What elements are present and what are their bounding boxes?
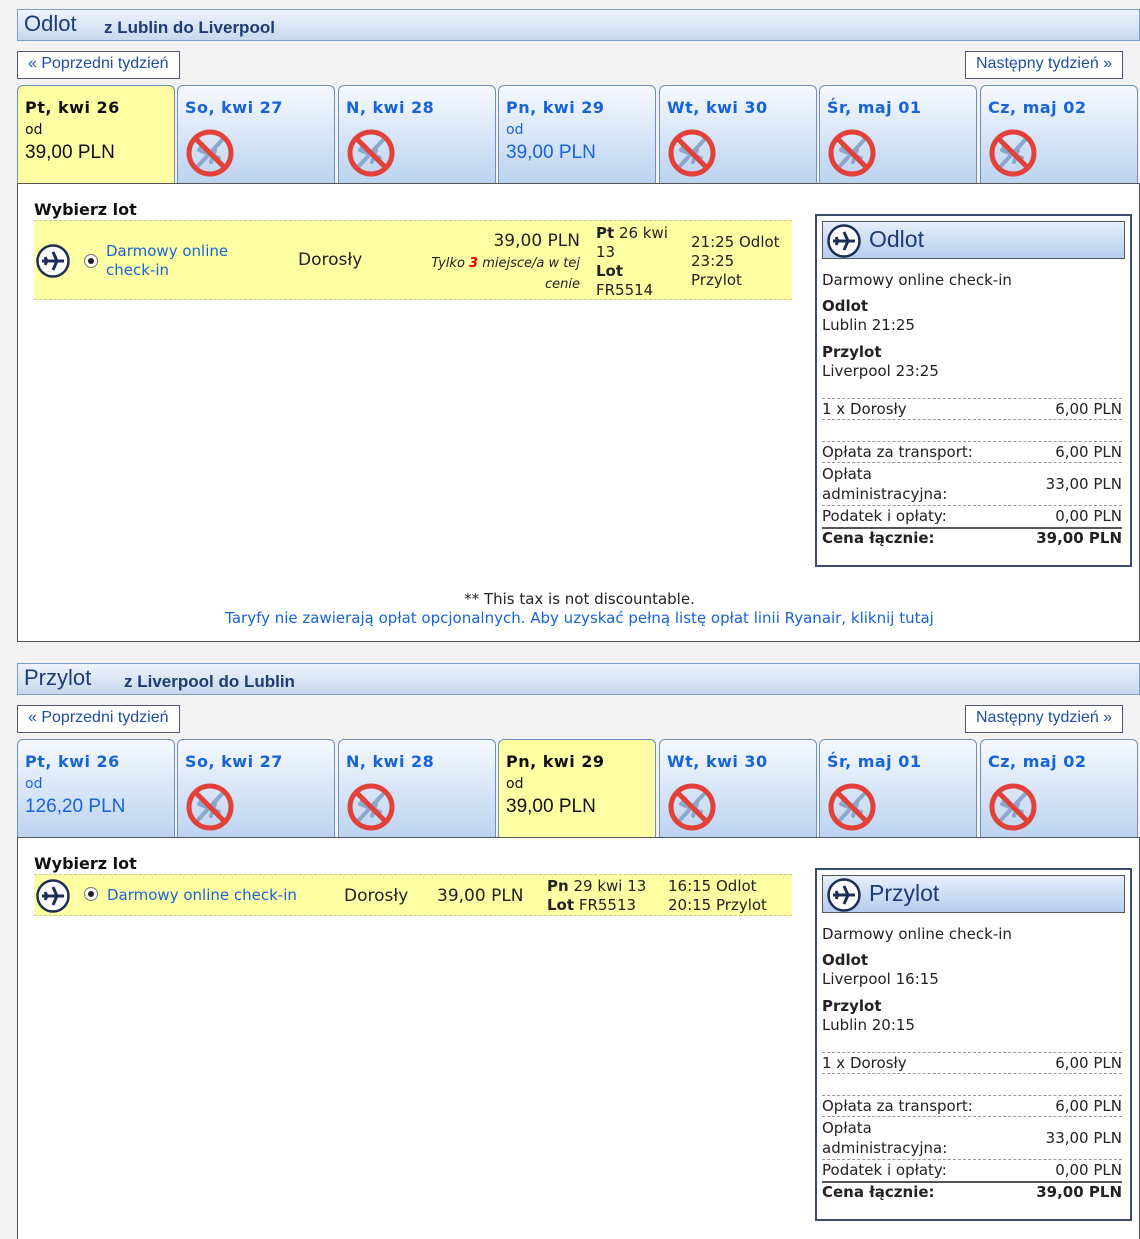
no-flights-icon xyxy=(346,782,396,832)
summary-arr-value: Liverpool 23:25 xyxy=(822,362,939,380)
outbound-seats-left: Tylko 3 miejsce/a w tej cenie xyxy=(431,256,580,292)
inbound-route: z Liverpool do Lublin xyxy=(124,672,295,691)
day-tab-date: N, kwi 28 xyxy=(346,752,435,771)
summary-transport-row: Opłata za transport: 6,00 PLN xyxy=(822,1097,1122,1115)
day-tab-date: Pt, kwi 26 xyxy=(25,98,120,117)
inbound-times: 16:15 Odlot 20:15 Przylot xyxy=(668,877,767,914)
day-tab-from: od xyxy=(25,776,43,792)
summary-total-row: Cena łącznie: 39,00 PLN xyxy=(822,1183,1122,1201)
outbound-price-block xyxy=(396,231,580,295)
inbound-price: 39,00 PLN xyxy=(437,886,524,906)
summary-dep-label: Odlot xyxy=(822,951,869,969)
day-tab-date: Pn, kwi 29 xyxy=(506,752,605,771)
summary-pax-row: 1 x Dorosły 6,00 PLN xyxy=(822,1054,1122,1072)
day-tab xyxy=(819,739,977,837)
day-tab-price: 126,20 PLN xyxy=(25,796,126,817)
day-tab-date: Wt, kwi 30 xyxy=(667,98,768,117)
day-tab-date: Cz, maj 02 xyxy=(988,98,1087,117)
day-tab xyxy=(659,739,817,837)
day-tab xyxy=(177,85,335,183)
summary-total-row: Cena łącznie: 39,00 PLN xyxy=(822,529,1122,547)
day-tab[interactable] xyxy=(498,739,656,837)
plane-icon xyxy=(827,878,861,912)
summary-dep-label: Odlot xyxy=(822,297,869,315)
day-tab-date: Śr, maj 01 xyxy=(827,752,922,771)
day-tab-price: 39,00 PLN xyxy=(25,142,115,163)
outbound-flight-info: Pt 26 kwi 13 Lot FR5514 xyxy=(596,224,668,299)
outbound-flight-row[interactable] xyxy=(34,220,792,300)
outbound-summary-header xyxy=(822,221,1125,259)
day-tab xyxy=(980,739,1138,837)
day-tab xyxy=(177,739,335,837)
outbound-pax: Dorosły xyxy=(298,250,363,270)
day-tab-date: Cz, maj 02 xyxy=(988,752,1087,771)
plane-icon xyxy=(36,244,70,278)
plane-icon xyxy=(827,224,861,258)
summary-tax-row: Podatek i opłaty: 0,00 PLN xyxy=(822,507,1122,529)
inbound-panel xyxy=(17,837,1140,1239)
outbound-choose-label: Wybierz lot xyxy=(34,200,137,219)
summary-tax-row: Podatek i opłaty: 0,00 PLN xyxy=(822,1161,1122,1183)
summary-admin-row: Opłata administracyjna: 33,00 PLN xyxy=(822,1118,1122,1160)
outbound-price: 39,00 PLN xyxy=(493,231,580,251)
inbound-flight-radio[interactable] xyxy=(84,887,98,901)
day-tab[interactable] xyxy=(17,85,175,183)
day-tab xyxy=(659,85,817,183)
outbound-fare-line1: Darmowy online xyxy=(106,242,229,260)
outbound-summary xyxy=(815,214,1132,567)
day-tab[interactable] xyxy=(17,739,175,837)
summary-pax-row: 1 x Dorosły 6,00 PLN xyxy=(822,400,1122,418)
day-tab-from: od xyxy=(506,122,524,138)
no-flights-icon xyxy=(827,128,877,178)
day-tab-date: So, kwi 27 xyxy=(185,98,283,117)
outbound-flight-radio[interactable] xyxy=(84,254,98,268)
day-tab[interactable] xyxy=(498,85,656,183)
outbound-summary-title: Odlot xyxy=(869,226,924,252)
outbound-route: z Lublin do Liverpool xyxy=(104,18,275,37)
no-flights-icon xyxy=(185,128,235,178)
day-tab-date: Pn, kwi 29 xyxy=(506,98,605,117)
fees-link[interactable]: Taryfy nie zawierają opłat opcjonalnych. Aby uzyskać pełną listę opłat linii Ryanair, kliknij tutaj xyxy=(225,609,934,627)
no-flights-icon xyxy=(988,128,1038,178)
day-tab-date: Śr, maj 01 xyxy=(827,98,922,117)
day-tab xyxy=(338,739,496,837)
summary-transport-row: Opłata za transport: 6,00 PLN xyxy=(822,443,1122,461)
outbound-fare-link[interactable] xyxy=(106,242,228,280)
day-tab-price: 39,00 PLN xyxy=(506,796,596,817)
day-tab xyxy=(819,85,977,183)
no-flights-icon xyxy=(667,782,717,832)
inbound-next-week-button[interactable]: Następny tydzień » xyxy=(965,705,1123,733)
no-flights-icon xyxy=(988,782,1038,832)
summary-dep-value: Liverpool 16:15 xyxy=(822,970,939,988)
inbound-title: Przylot xyxy=(24,665,92,690)
outbound-next-week-button[interactable]: Następny tydzień » xyxy=(965,51,1123,79)
inbound-prev-week-button[interactable]: « Poprzedni tydzień xyxy=(17,705,180,733)
outbound-prev-week-button[interactable]: « Poprzedni tydzień xyxy=(17,51,180,79)
no-flights-icon xyxy=(185,782,235,832)
day-tab-date: Pt, kwi 26 xyxy=(25,752,120,771)
summary-arr-label: Przylot xyxy=(822,343,882,361)
summary-arr-label: Przylot xyxy=(822,997,882,1015)
plane-icon xyxy=(36,879,70,913)
summary-fare: Darmowy online check-in xyxy=(822,271,1012,289)
no-flights-icon xyxy=(346,128,396,178)
inbound-choose-label: Wybierz lot xyxy=(34,854,137,873)
day-tab-date: N, kwi 28 xyxy=(346,98,435,117)
no-flights-icon xyxy=(827,782,877,832)
outbound-panel xyxy=(17,183,1140,642)
inbound-header xyxy=(17,663,1140,695)
inbound-fare-link[interactable]: Darmowy online check-in xyxy=(107,886,297,904)
no-flights-icon xyxy=(667,128,717,178)
day-tab-date: Wt, kwi 30 xyxy=(667,752,768,771)
tax-note: ** This tax is not discountable. xyxy=(464,590,695,608)
day-tab-date: So, kwi 27 xyxy=(185,752,283,771)
inbound-flight-info: Pn 29 kwi 13 Lot FR5513 xyxy=(547,877,647,914)
summary-fare: Darmowy online check-in xyxy=(822,925,1012,943)
day-tab xyxy=(980,85,1138,183)
inbound-summary-title: Przylot xyxy=(869,880,940,906)
inbound-pax: Dorosły xyxy=(344,886,409,906)
outbound-title: Odlot xyxy=(24,11,77,36)
day-tab-price: 39,00 PLN xyxy=(506,142,596,163)
outbound-times: 21:25 Odlot 23:25 Przylot xyxy=(691,233,780,289)
summary-arr-value: Lublin 20:15 xyxy=(822,1016,915,1034)
day-tab xyxy=(338,85,496,183)
summary-dep-value: Lublin 21:25 xyxy=(822,316,915,334)
inbound-summary-header xyxy=(822,875,1125,913)
summary-admin-row: Opłata administracyjna: 33,00 PLN xyxy=(822,464,1122,506)
inbound-flight-row[interactable] xyxy=(34,874,792,916)
inbound-summary xyxy=(815,868,1132,1221)
day-tab-from: od xyxy=(25,122,43,138)
outbound-header xyxy=(17,9,1140,41)
day-tab-from: od xyxy=(506,776,524,792)
outbound-fare-line2: check-in xyxy=(106,261,170,279)
